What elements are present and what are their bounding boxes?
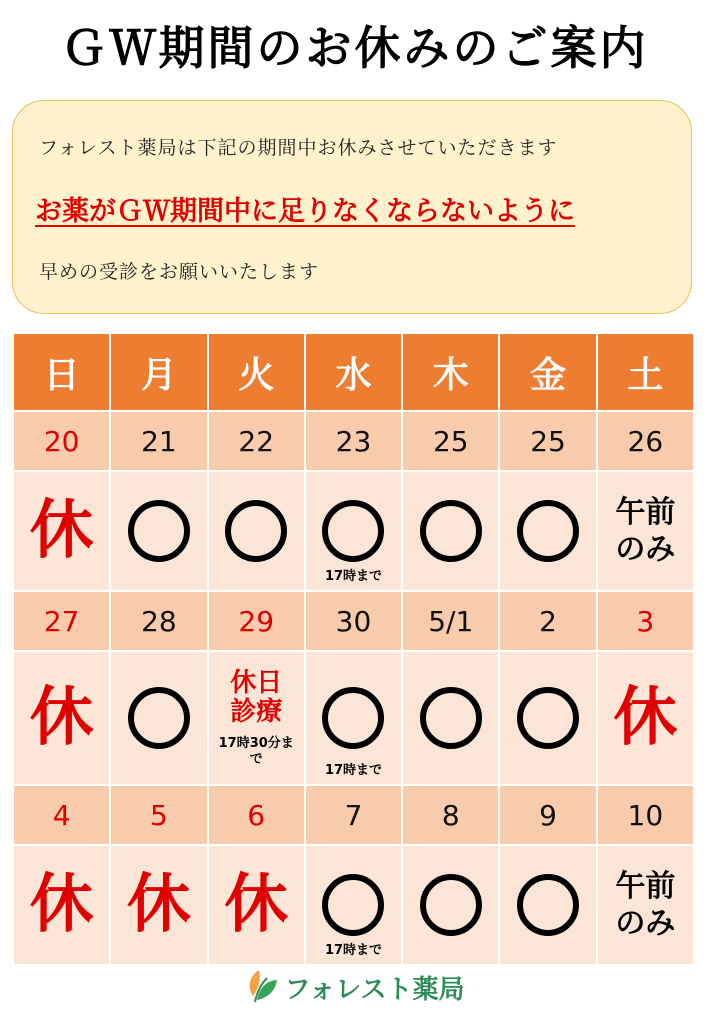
status-row xyxy=(13,471,694,591)
weekday-sat: 土 xyxy=(597,333,694,411)
date-cell: 2 xyxy=(499,591,596,651)
date-cell: 30 xyxy=(305,591,402,651)
status-cell xyxy=(402,651,499,785)
weekday-header-row xyxy=(13,333,694,411)
date-cell: 26 xyxy=(597,411,694,471)
status-cell xyxy=(13,651,110,785)
date-cell: 9 xyxy=(499,785,596,845)
date-cell: 23 xyxy=(305,411,402,471)
footer-brand xyxy=(0,966,709,1008)
date-cell: 28 xyxy=(110,591,207,651)
status-cell xyxy=(499,651,596,785)
notice-line-1: フォレスト薬局は下記の期間中お休みさせていただきます xyxy=(39,137,558,159)
date-cell: 7 xyxy=(305,785,402,845)
status-cell xyxy=(208,651,305,785)
status-cell xyxy=(208,471,305,591)
date-row xyxy=(13,785,694,845)
weekday-fri: 金 xyxy=(499,333,596,411)
date-cell: 25 xyxy=(499,411,596,471)
date-row xyxy=(13,591,694,651)
status-cell xyxy=(13,845,110,965)
open-circle-icon xyxy=(517,687,579,749)
status-cell xyxy=(402,845,499,965)
status-cell xyxy=(305,471,402,591)
closed-mark: 休 xyxy=(29,494,94,568)
date-row xyxy=(13,411,694,471)
status-cell xyxy=(499,471,596,591)
date-cell: 10 xyxy=(597,785,694,845)
hours-note: 17時30分まで xyxy=(218,736,294,767)
closed-mark: 休 xyxy=(126,868,191,942)
open-circle-icon xyxy=(128,687,190,749)
date-cell: 25 xyxy=(402,411,499,471)
hours-note: 17時まで xyxy=(324,943,383,958)
open-circle-icon xyxy=(322,874,384,936)
status-cell xyxy=(110,471,207,591)
open-circle-icon xyxy=(517,874,579,936)
open-circle-icon xyxy=(322,500,384,562)
status-row xyxy=(13,845,694,965)
weekday-mon: 月 xyxy=(110,333,207,411)
hours-note: 17時まで xyxy=(324,763,383,778)
page-title: ＧＷ期間のお休みのご案内 xyxy=(60,21,649,75)
status-cell xyxy=(110,845,207,965)
open-circle-icon xyxy=(322,687,384,749)
status-cell xyxy=(110,651,207,785)
date-cell: 22 xyxy=(208,411,305,471)
date-cell: 21 xyxy=(110,411,207,471)
date-cell: 6 xyxy=(208,785,305,845)
weekday-sun: 日 xyxy=(13,333,110,411)
date-cell: 5 xyxy=(110,785,207,845)
date-cell: 27 xyxy=(13,591,110,651)
leaf-logo-icon xyxy=(245,966,279,1008)
open-circle-icon xyxy=(420,687,482,749)
open-circle-icon xyxy=(225,500,287,562)
notice-box xyxy=(12,100,692,314)
weekday-wed: 水 xyxy=(305,333,402,411)
status-cell xyxy=(208,845,305,965)
open-circle-icon xyxy=(420,500,482,562)
status-cell xyxy=(13,471,110,591)
status-cell xyxy=(597,471,694,591)
morning-only-mark: 午前のみ xyxy=(615,868,676,941)
status-cell xyxy=(597,651,694,785)
date-cell: 4 xyxy=(13,785,110,845)
closed-mark: 休 xyxy=(613,681,678,755)
status-cell xyxy=(402,471,499,591)
open-circle-icon xyxy=(420,874,482,936)
morning-only-mark: 午前のみ xyxy=(615,494,676,567)
notice-line-3: 早めの受診をお願いいたします xyxy=(39,261,320,283)
weekday-tue: 火 xyxy=(208,333,305,411)
hours-note: 17時まで xyxy=(324,569,383,584)
status-cell xyxy=(305,845,402,965)
open-circle-icon xyxy=(517,500,579,562)
closed-mark: 休 xyxy=(29,868,94,942)
closed-mark: 休 xyxy=(29,681,94,755)
date-cell: 8 xyxy=(402,785,499,845)
holiday-clinic-mark: 休日診療 xyxy=(230,667,283,728)
status-cell xyxy=(499,845,596,965)
notice-warning: お薬がＧＷ期間中に足りなくならないように xyxy=(35,196,575,227)
open-circle-icon xyxy=(128,500,190,562)
pharmacy-name: フォレスト薬局 xyxy=(284,974,465,1005)
status-cell xyxy=(597,845,694,965)
date-cell: 5/1 xyxy=(402,591,499,651)
holiday-calendar xyxy=(12,332,695,966)
weekday-thu: 木 xyxy=(402,333,499,411)
closed-mark: 休 xyxy=(224,868,289,942)
date-cell: 3 xyxy=(597,591,694,651)
date-cell: 29 xyxy=(208,591,305,651)
status-cell xyxy=(305,651,402,785)
status-row xyxy=(13,651,694,785)
date-cell: 20 xyxy=(13,411,110,471)
